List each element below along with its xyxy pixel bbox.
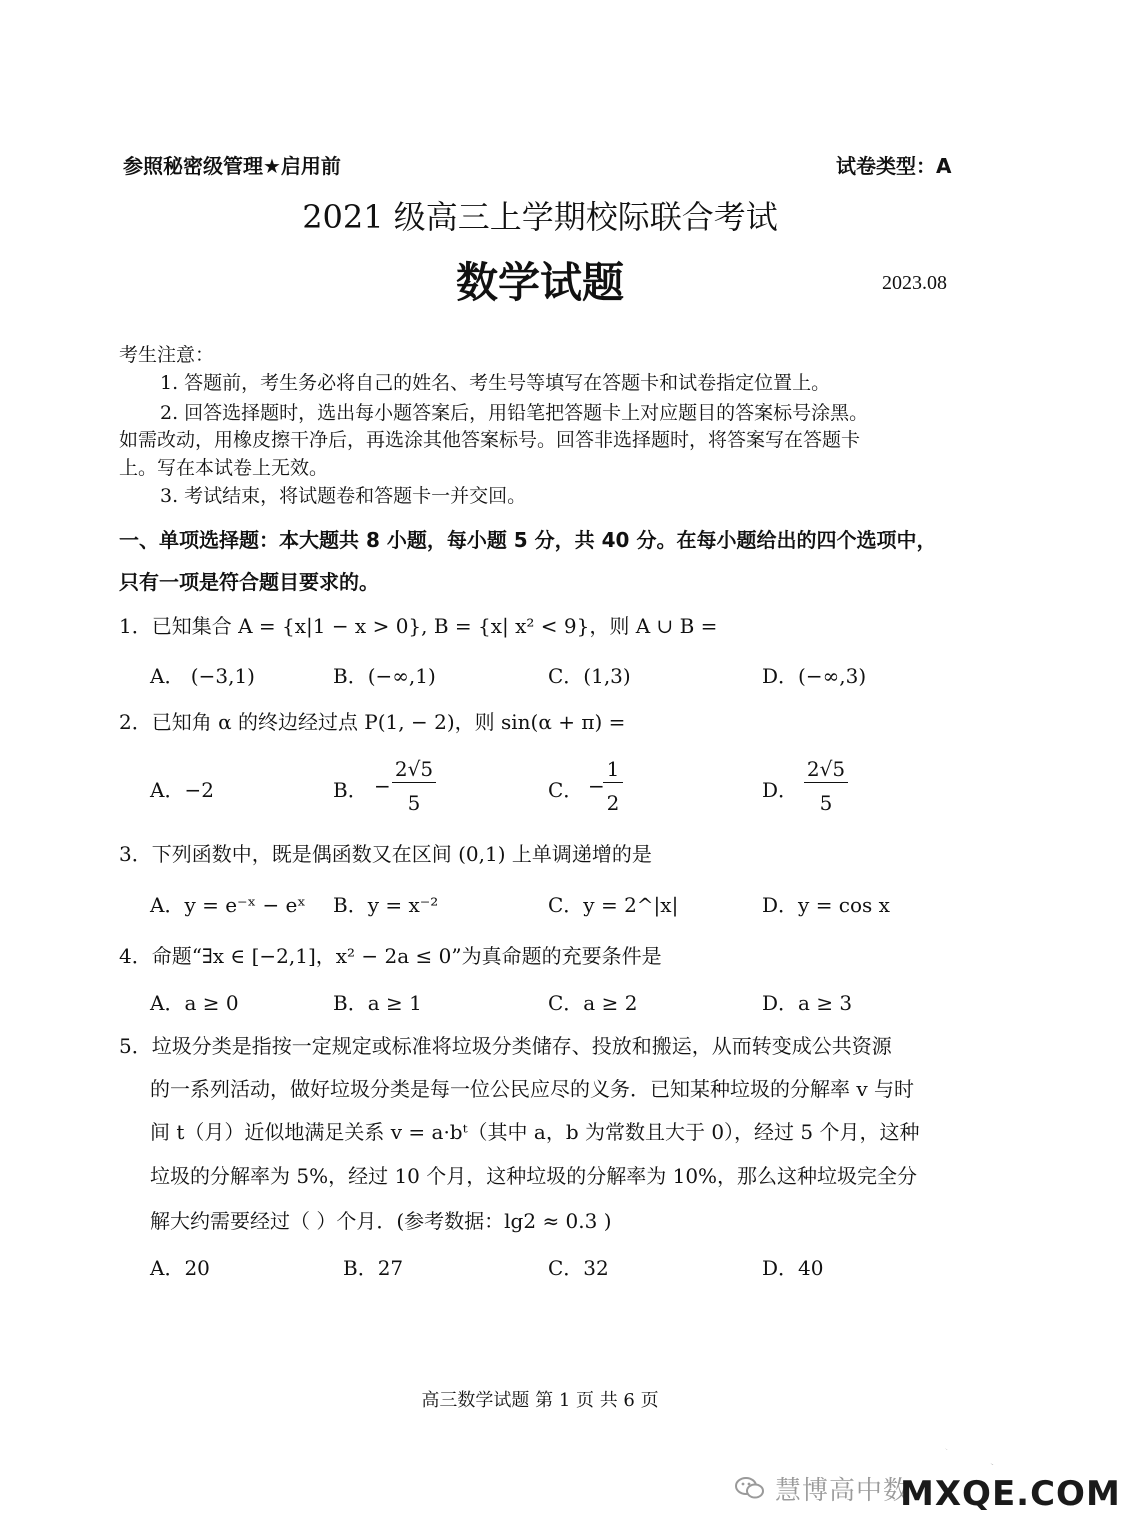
- q5-option-d: D．40: [762, 1256, 824, 1280]
- question-5-line-4: 垃圾的分解率为 5%，经过 10 个月，这种垃圾的分解率为 10%，那么这种垃圾完全分: [150, 1164, 918, 1188]
- wechat-icon: [735, 1476, 765, 1500]
- subject-title: 数学试题: [455, 258, 624, 307]
- q3-option-c: C．y = 2^|x|: [548, 893, 679, 917]
- q2-option-b-sign: −: [374, 774, 391, 798]
- page-footer: 高三数学试题 第 1 页 共 6 页: [421, 1390, 659, 1411]
- note-1: 1. 答题前，考生务必将自己的姓名、考生号等填写在答题卡和试卷指定位置上。: [160, 372, 831, 394]
- question-5-line-2: 的一系列活动，做好垃圾分类是每一位公民应尽的义务．已知某种垃圾的分解率 v 与时: [150, 1077, 915, 1101]
- q3-option-b: B．y = x⁻²: [333, 893, 439, 917]
- q4-option-a: A．a ≥ 0: [150, 991, 239, 1015]
- q2-option-d-numerator: 2√5: [804, 756, 848, 783]
- question-2-stem: 2．已知角 α 的终边经过点 P(1, − 2)，则 sin(α + π) =: [119, 710, 626, 734]
- exam-title: 2021 级高三上学期校际联合考试: [302, 198, 778, 236]
- note-2: 2. 回答选择题时，选出每小题答案后，用铅笔把答题卡上对应题目的答案标号涂黑。: [160, 402, 869, 424]
- logo-domain: MXQE.COM: [900, 1474, 1121, 1514]
- q5-option-c: C．32: [548, 1256, 609, 1280]
- question-1-stem: 1．已知集合 A = {x|1 − x > 0}, B = {x| x² < 9}，则 A ∪ B =: [119, 614, 718, 638]
- q2-option-d-label: D．: [762, 778, 799, 802]
- q1-option-c: C．(1,3): [548, 664, 631, 688]
- question-5-line-5: 解大约需要经过（ ）个月．(参考数据：lg2 ≈ 0.3 ): [150, 1209, 612, 1233]
- exam-date: 2023.08: [882, 272, 947, 294]
- q4-option-d: D．a ≥ 3: [762, 991, 853, 1015]
- logo-title: 答案圈: [906, 1421, 1044, 1475]
- q2-option-c-label: C．: [548, 778, 584, 802]
- q3-option-d: D．y = cos x: [762, 893, 890, 917]
- q2-option-d-denominator: 5: [819, 791, 833, 815]
- q2-option-c-denominator: 2: [606, 791, 620, 815]
- paper-type-label: 试卷类型：A: [836, 154, 952, 178]
- site-logo: [900, 1408, 1121, 1520]
- secrecy-label: 参照秘密级管理★启用前: [123, 154, 341, 178]
- note-2-cont: 如需改动，用橡皮擦干净后，再选涂其他答案标号。回答非选择题时，将答案写在答题卡: [119, 429, 861, 451]
- q5-option-a: A．20: [150, 1256, 210, 1280]
- question-4-stem: 4．命题“∃x ∈ [−2,1]，x² − 2a ≤ 0”为真命题的充要条件是: [119, 944, 662, 968]
- q2-option-c-numerator: 1: [603, 756, 623, 783]
- question-3-stem: 3．下列函数中，既是偶函数又在区间 (0,1) 上单调递增的是: [119, 842, 652, 866]
- q2-option-b-denominator: 5: [407, 791, 421, 815]
- q4-option-b: B．a ≥ 1: [333, 991, 422, 1015]
- notes-heading: 考生注意：: [119, 344, 215, 366]
- q2-option-a: A．−2: [150, 778, 214, 802]
- section-heading-cont: 只有一项是符合题目要求的。: [119, 570, 379, 594]
- q5-option-b: B．27: [343, 1256, 404, 1280]
- question-5-line-1: 5．垃圾分类是指按一定规定或标准将垃圾分类储存、投放和搬运，从而转变成公共资源: [119, 1034, 892, 1058]
- q4-option-c: C．a ≥ 2: [548, 991, 638, 1015]
- q2-option-b-numerator: 2√5: [392, 756, 436, 783]
- note-2-end: 上。写在本试卷上无效。: [119, 457, 329, 479]
- q1-option-a: A． (−3,1): [150, 664, 255, 688]
- watermark-text: 慧博高中数: [775, 1476, 911, 1506]
- q2-option-c-sign: −: [588, 774, 605, 798]
- q3-option-a: A．y = e⁻ˣ − eˣ: [150, 893, 306, 917]
- q1-option-d: D．(−∞,3): [762, 664, 867, 688]
- section-heading: 一、单项选择题：本大题共 8 小题，每小题 5 分，共 40 分。在每小题给出的四个选项中，: [119, 528, 937, 552]
- q2-option-b-label: B．: [333, 778, 368, 802]
- question-5-line-3: 间 t（月）近似地满足关系 v = a·bᵗ（其中 a，b 为常数且大于 0），经过 5 个月，这种: [150, 1120, 920, 1144]
- note-3: 3. 考试结束，将试题卷和答题卡一并交回。: [160, 485, 527, 507]
- q1-option-b: B．(−∞,1): [333, 664, 436, 688]
